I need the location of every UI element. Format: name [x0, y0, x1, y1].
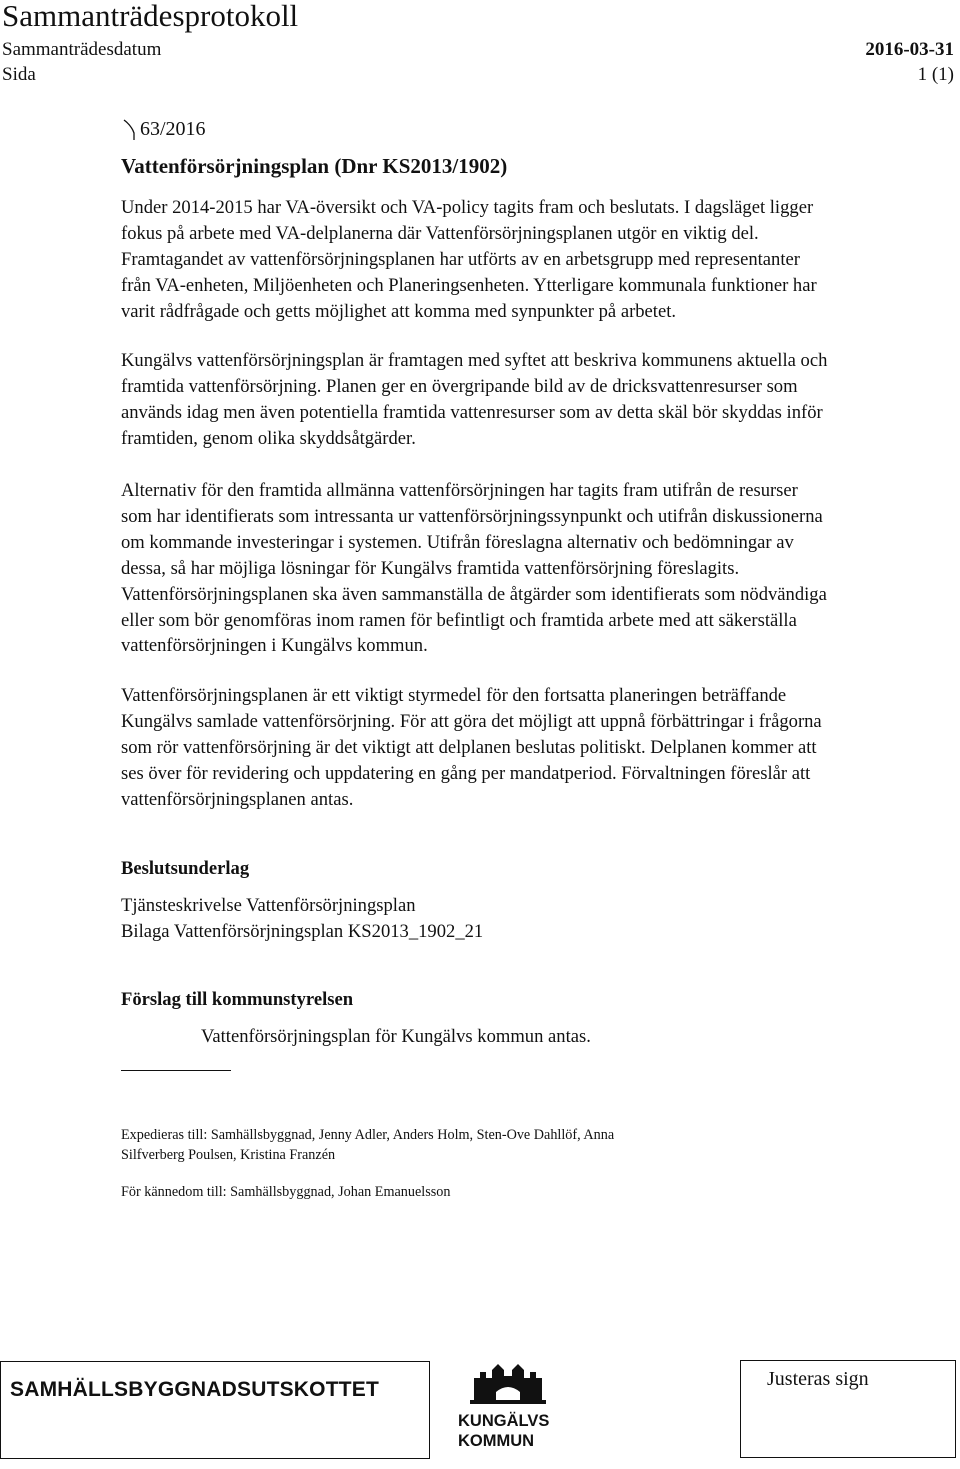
item-number: 63/2016: [140, 118, 206, 140]
paragraph-2: [121, 348, 960, 452]
paragraph-line: som rör vattenförsörjning är det viktigt att delplanen beslutas politiskt. Delplanen kommer att: [121, 736, 817, 758]
paragraph-line: vattenförsörjningsplanen antas.: [121, 788, 354, 810]
paragraph-line: Kungälvs samlade vattenförsörjning. För att göra det möjligt att uppnå förbättringar i frågorna: [121, 710, 822, 732]
paragraph-4: [121, 683, 960, 813]
paragraph-line: Alternativ för den framtida allmänna vattenförsörjningen har tagits fram utifrån de resurser: [121, 480, 798, 501]
logo-text-line2: KOMMUN: [458, 1432, 535, 1450]
page-label: Sida: [2, 64, 36, 85]
paragraph-line: Framtagandet av vattenförsörjningsplanen har utförts av en arbetsgrupp med representanter: [121, 248, 800, 270]
paragraph-line: fokus på arbete med VA-delplanerna där Vattenförsörjningsplanen utgör en viktig del.: [121, 222, 759, 244]
page-number: 1 (1): [917, 64, 954, 85]
document-title: Sammanträdesprotokoll: [2, 0, 299, 33]
paragraph-3: [121, 478, 960, 659]
kungalv-logo: [450, 1360, 570, 1456]
paragraph-line: används idag men även potentiella framtida vattenresurser som av detta skäl bör skyddas inför: [121, 401, 823, 423]
castle-icon: [468, 1360, 548, 1406]
signature-label: Justeras sign: [767, 1368, 869, 1390]
paragraph-line: om kommande investeringar i systemen. Utifrån föreslagna alternativ och bedömningar av: [121, 531, 794, 553]
distribution-line: Silfverberg Poulsen, Kristina Franzén: [121, 1146, 336, 1163]
paragraph-line: från VA-enheten, Miljöenheten och Planeringsenheten. Ytterligare kommunala funktioner har: [121, 274, 817, 296]
paragraph-line: vattenförsörjningen i Kungälvs kommun.: [121, 635, 428, 657]
paragraph-line: Vattenförsörjningsplanen ska även sammanställa de åtgärder som identifierats som nödvändiga: [121, 583, 827, 605]
basis-heading: Beslutsunderlag: [121, 858, 250, 879]
distribution-line: Expedieras till: Samhällsbyggnad, Jenny Adler, Anders Holm, Sten-Ove Dahllöf, Anna: [121, 1127, 615, 1143]
department-name: SAMHÄLLSBYGGNADSUTSKOTTET: [10, 1378, 379, 1401]
paragraph-line: varit rådfrågade och getts möjlighet att komma med synpunkter på arbetet.: [121, 300, 677, 322]
item-heading: Vattenförsörjningsplan (Dnr KS2013/1902): [121, 154, 508, 178]
distribution-info-to: För kännedom till: Samhällsbyggnad, Johan Emanuelsson: [121, 1184, 451, 1200]
basis-line: Bilaga Vattenförsörjningsplan KS2013_1902_21: [121, 921, 484, 942]
meeting-date-label: Sammanträdesdatum: [2, 39, 162, 60]
paragraph-line: framtiden, genom olika skyddsåtgärder.: [121, 427, 416, 449]
proposal-heading: Förslag till kommunstyrelsen: [121, 989, 354, 1010]
distribution-sent-to: [121, 1126, 821, 1165]
section-mark-icon: [122, 118, 136, 142]
proposal-text: Vattenförsörjningsplan för Kungälvs kommun antas.: [201, 1026, 591, 1047]
paragraph-line: som har identifierats som intressanta ur vattenförsörjningssynpunkt och utifrån diskussionerna: [121, 505, 823, 527]
paragraph-line: eller som bör genomföras inom ramen för befintligt och framtida arbete med att säkerställa: [121, 609, 797, 631]
paragraph-line: Vattenförsörjningsplanen är ett viktigt styrmedel för den fortsatta planeringen beträffande: [121, 685, 787, 706]
paragraph-line: dessa, så har möjliga lösningar för Kungälvs framtida vattenförsörjning föreslagits.: [121, 557, 740, 579]
paragraph-line: ses över för revidering och uppdatering en gång per mandatperiod. Förvaltningen föreslår att: [121, 762, 811, 784]
basis-line: Tjänsteskrivelse Vattenförsörjningsplan: [121, 895, 416, 916]
logo-text-line1: KUNGÄLVS: [458, 1412, 550, 1430]
department-box: [0, 1361, 430, 1459]
signature-box: [740, 1360, 956, 1458]
paragraph-line: framtida vattenförsörjning. Planen ger en övergripande bild av de dricksvattenresurser som: [121, 375, 798, 397]
meeting-date-value: 2016-03-31: [865, 39, 954, 60]
paragraph-line: Kungälvs vattenförsörjningsplan är framtagen med syftet att beskriva kommunens aktuella och: [121, 350, 828, 371]
paragraph-line: Under 2014-2015 har VA-översikt och VA-policy tagits fram och beslutats. I dagsläget ligger: [121, 197, 814, 218]
paragraph-1: [121, 195, 960, 325]
signature-rule: [121, 1070, 231, 1071]
